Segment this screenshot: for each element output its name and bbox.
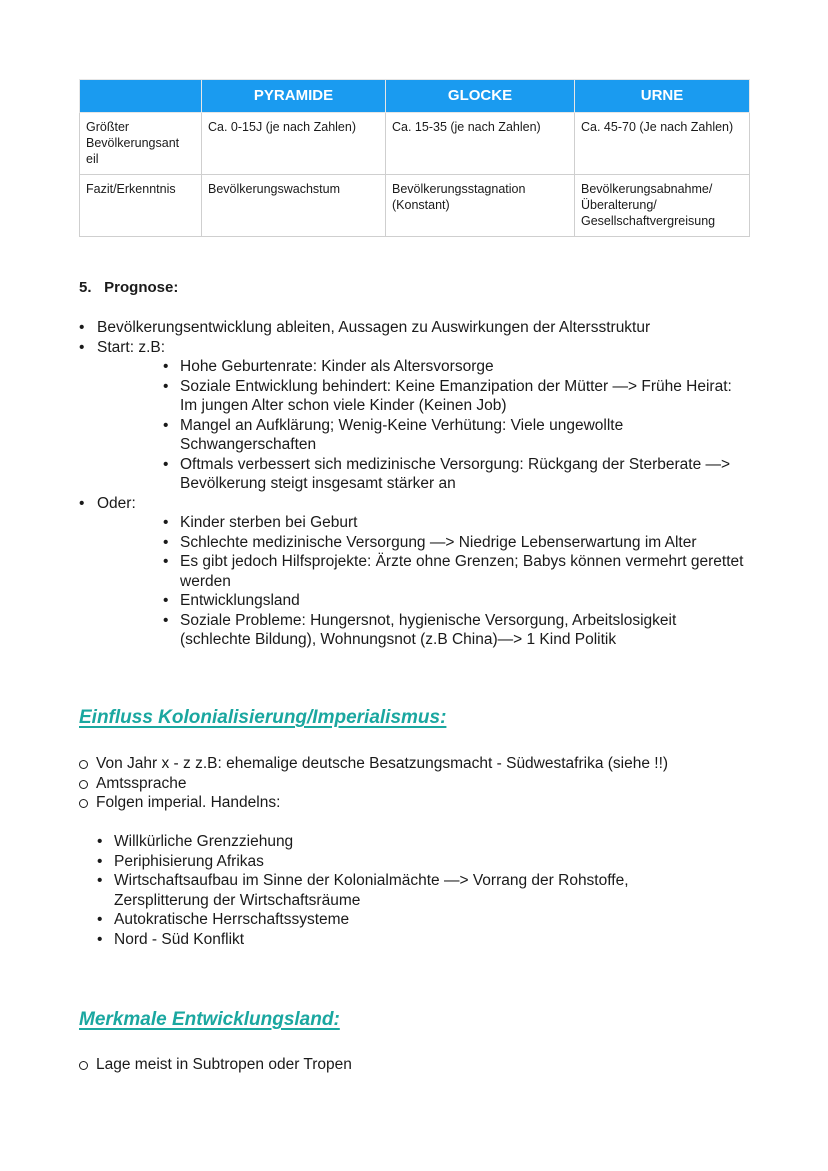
list-item: • Willkürliche Grenzziehung [79, 832, 719, 852]
list-item: Lage meist in Subtropen oder Tropen [79, 1055, 759, 1075]
folgen-list [79, 832, 719, 949]
list-item: • Oder: [79, 494, 759, 514]
prognose-heading [79, 279, 178, 296]
table-cell: Ca. 45-70 (Je nach Zahlen) [575, 113, 750, 175]
prognose-title: Prognose: [104, 279, 179, 296]
table-cell: Bevölkerungsabnahme/ Überalterung/ Gesellschaftvergreisung [575, 175, 750, 237]
table-cell: Bevölkerungsstagnation (Konstant) [386, 175, 575, 237]
table-header-empty [80, 80, 202, 113]
table-cell: Bevölkerungswachstum [202, 175, 386, 237]
kolonial-heading: Einfluss Kolonialisierung/Imperialismus: [79, 707, 447, 728]
table-header-glocke: GLOCKE [386, 80, 575, 113]
prognose-number: 5. [79, 279, 92, 296]
merkmale-heading: Merkmale Entwicklungsland: [79, 1009, 340, 1030]
list-item: • Wirtschaftsaufbau im Sinne der Kolonialmächte —> Vorrang der Rohstoffe, Zersplitterung der Wirtschaftsräume [79, 871, 674, 910]
list-item: • Kinder sterben bei Geburt [79, 513, 759, 533]
list-item: • Start: z.B: [79, 338, 759, 358]
prognose-list [79, 318, 759, 650]
table-row [80, 113, 750, 175]
list-item: • Mangel an Aufklärung; Wenig-Keine Verhütung: Viele ungewollte Schwangerschaften [79, 416, 700, 455]
table-header-urne: URNE [575, 80, 750, 113]
merkmale-list [79, 1055, 759, 1075]
list-item: • Soziale Probleme: Hungersnot, hygienische Versorgung, Arbeitslosigkeit (schlechte Bildung), Wohnungsnot (z.B China)—> 1 Kind Politik [79, 611, 740, 650]
list-item: • Autokratische Herrschaftssysteme [79, 910, 719, 930]
list-item: • Hohe Geburtenrate: Kinder als Altersvorsorge [79, 357, 759, 377]
list-item: Amtssprache [79, 774, 759, 794]
table-cell: Ca. 0-15J (je nach Zahlen) [202, 113, 386, 175]
list-item: • Entwicklungsland [79, 591, 759, 611]
table-cell: Fazit/Erkenntnis [80, 175, 202, 237]
list-item: • Nord - Süd Konflikt [79, 930, 719, 950]
list-item: • Bevölkerungsentwicklung ableiten, Aussagen zu Auswirkungen der Altersstruktur [79, 318, 759, 338]
list-item: • Soziale Entwicklung behindert: Keine Emanzipation der Mütter —> Frühe Heirat: Im jungen Alter schon viele Kinder (Keinen Job) [79, 377, 740, 416]
list-item: • Periphisierung Afrikas [79, 852, 719, 872]
kolonial-list [79, 754, 759, 813]
list-item: Folgen imperial. Handelns: [79, 793, 759, 813]
table-cell: Ca. 15-35 (je nach Zahlen) [386, 113, 575, 175]
table-row [80, 175, 750, 237]
table-header-pyramide: PYRAMIDE [202, 80, 386, 113]
list-item: • Oftmals verbessert sich medizinische Versorgung: Rückgang der Sterberate —> Bevölkerung steigt insgesamt stärker an [79, 455, 760, 494]
population-pyramid-table [79, 79, 750, 237]
list-item: • Es gibt jedoch Hilfsprojekte: Ärzte ohne Grenzen; Babys können vermehrt gerettet werden [79, 552, 760, 591]
list-item: Von Jahr x - z z.B: ehemalige deutsche Besatzungsmacht - Südwestafrika (siehe !!) [79, 754, 759, 774]
table-cell: Größter Bevölkerungsant eil [80, 113, 202, 175]
list-item: • Schlechte medizinische Versorgung —> Niedrige Lebenserwartung im Alter [79, 533, 760, 553]
table-header-row [80, 80, 750, 113]
